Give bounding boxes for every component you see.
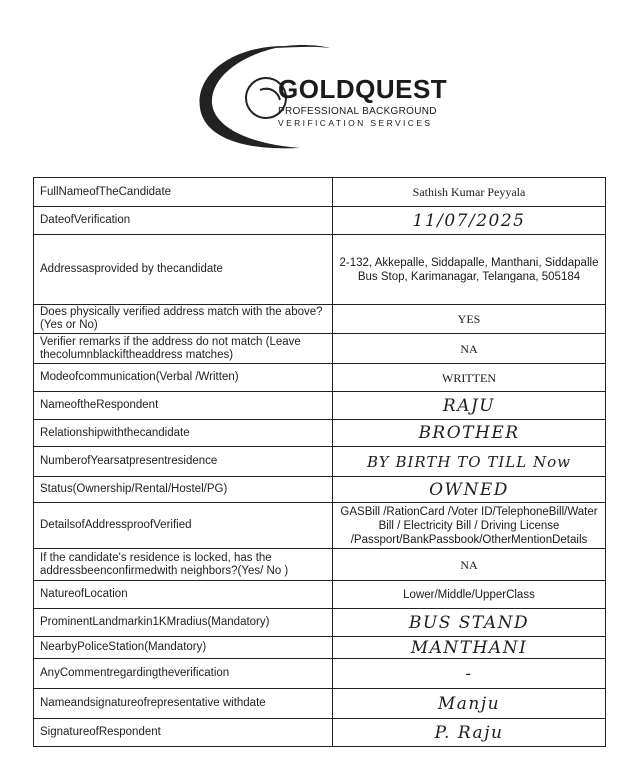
- answer-address-match: YES: [333, 305, 606, 334]
- table-row: [34, 581, 606, 609]
- table-row: [34, 178, 606, 207]
- question-cell: Verifier remarks if the address do not match (Leave thecolumnblackiftheaddress matches): [34, 334, 333, 364]
- answer-relationship-handwritten: BROTHER: [333, 420, 606, 447]
- table-row: [34, 477, 606, 503]
- logo-title: GOLDQUEST: [278, 74, 448, 104]
- answer-representative-signature: Manju: [333, 689, 606, 719]
- table-row: [34, 689, 606, 719]
- table-row: [34, 334, 606, 364]
- question-cell: If the candidate's residence is locked, has the addressbeenconfirmedwith neighbors?(Yes/ No ): [34, 549, 333, 581]
- answer-mode-of-communication: WRITTEN: [333, 364, 606, 392]
- answer-candidate-name: Sathish Kumar Peyyala: [333, 178, 606, 207]
- question-cell: Nameandsignatureofrepresentative withdate: [34, 689, 333, 719]
- answer-landmark-handwritten: BUS STAND: [333, 609, 606, 637]
- question-cell: Status(Ownership/Rental/Hostel/PG): [34, 477, 333, 503]
- question-cell: FullNameofTheCandidate: [34, 178, 333, 207]
- answer-years-at-residence-handwritten: BY BIRTH TO TILL Now: [333, 447, 606, 477]
- question-cell: DateofVerification: [34, 207, 333, 235]
- table-row: [34, 719, 606, 747]
- verification-form-table: [33, 177, 606, 747]
- answer-verifier-remarks: NA: [333, 334, 606, 364]
- question-cell: SignatureofRespondent: [34, 719, 333, 747]
- logo-subtitle-line1: PROFESSIONAL BACKGROUND: [278, 106, 437, 117]
- question-cell: NameoftheRespondent: [34, 392, 333, 420]
- logo-subtitle-line2: VERIFICATION SERVICES: [278, 118, 433, 128]
- question-cell: ProminentLandmarkin1KMradius(Mandatory): [34, 609, 333, 637]
- goldquest-logo: [190, 36, 460, 156]
- table-row: [34, 549, 606, 581]
- table-row: [34, 659, 606, 689]
- table-row: [34, 609, 606, 637]
- question-cell: Relationshipwiththecandidate: [34, 420, 333, 447]
- table-row: [34, 420, 606, 447]
- table-row: [34, 447, 606, 477]
- answer-nature-of-location: Lower/Middle/UpperClass: [333, 581, 606, 609]
- question-cell: Addressasprovided by thecandidate: [34, 235, 333, 305]
- question-cell: NatureofLocation: [34, 581, 333, 609]
- answer-address: 2-132, Akkepalle, Siddapalle, Manthani, Siddapalle Bus Stop, Karimanagar, Telangana, 505184: [333, 235, 606, 305]
- question-cell: NumberofYearsatpresentresidence: [34, 447, 333, 477]
- table-row: [34, 364, 606, 392]
- answer-respondent-name-handwritten: RAJU: [333, 392, 606, 420]
- question-cell: Does physically verified address match with the above?(Yes or No): [34, 305, 333, 334]
- question-cell: AnyCommentregardingtheverification: [34, 659, 333, 689]
- answer-neighbor-confirmation: NA: [333, 549, 606, 581]
- table-row: [34, 207, 606, 235]
- table-row: [34, 235, 606, 305]
- table-row: [34, 503, 606, 549]
- table-row: [34, 305, 606, 334]
- question-cell: Modeofcommunication(Verbal /Written): [34, 364, 333, 392]
- answer-respondent-signature: P. Raju: [333, 719, 606, 747]
- question-cell: DetailsofAddressproofVerified: [34, 503, 333, 549]
- answer-police-station-handwritten: MANTHANI: [333, 637, 606, 659]
- answer-comment-handwritten: -: [333, 659, 606, 689]
- question-cell: NearbyPoliceStation(Mandatory): [34, 637, 333, 659]
- table-row: [34, 637, 606, 659]
- answer-status-handwritten: OWNED: [333, 477, 606, 503]
- table-row: [34, 392, 606, 420]
- answer-date-handwritten: 11/07/2025: [333, 207, 606, 235]
- answer-address-proof: GASBill /RationCard /Voter ID/TelephoneBill/Water Bill / Electricity Bill / Driving License /Passport/BankPassbook/OtherMentionDetails: [333, 503, 606, 549]
